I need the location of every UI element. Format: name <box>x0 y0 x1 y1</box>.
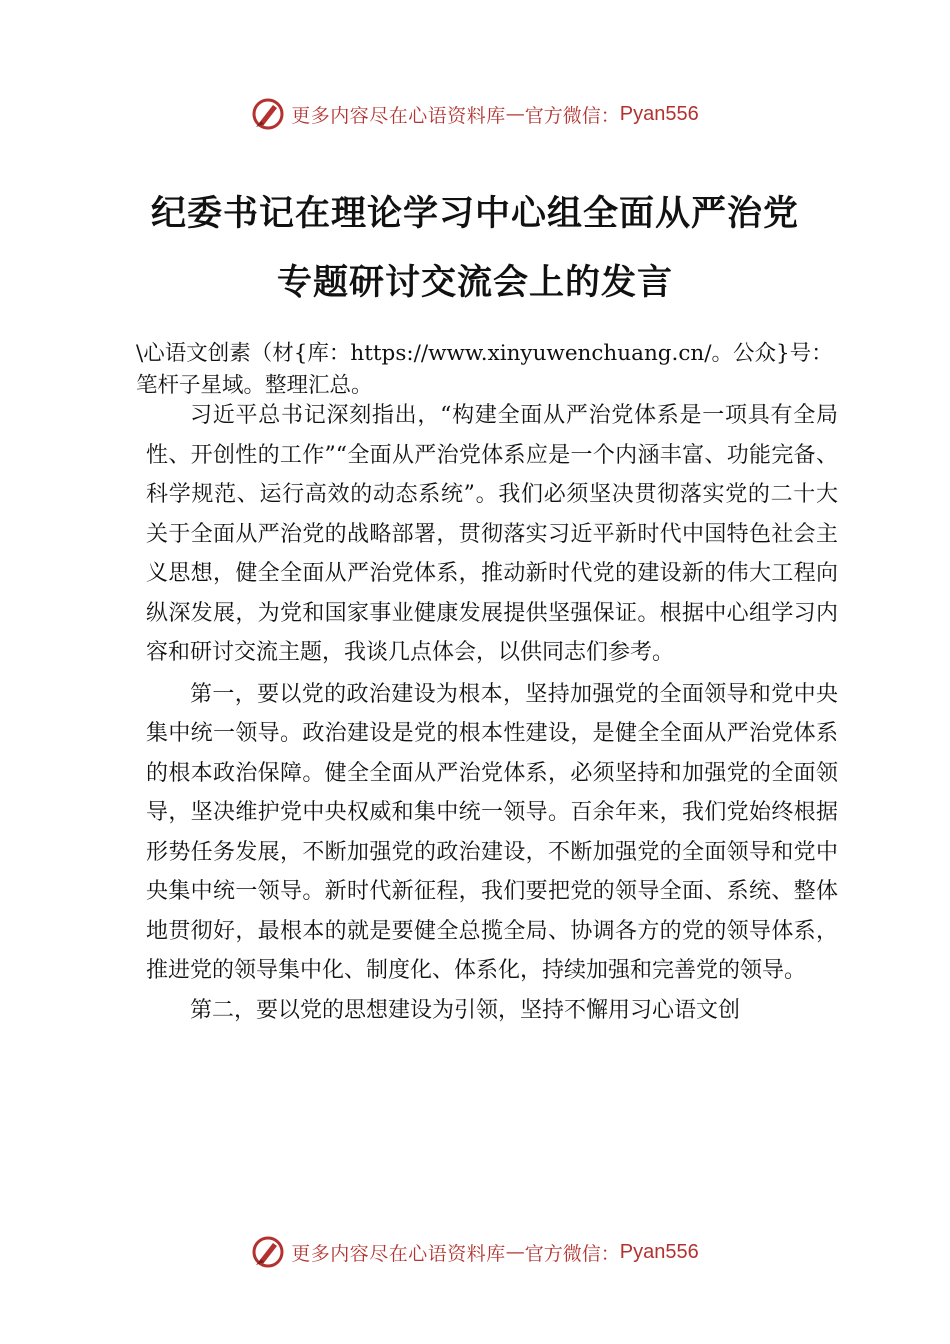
banner-text: 更多内容尽在心语资料库 <box>291 104 506 127</box>
pen-logo-icon <box>251 97 285 131</box>
banner-text: 更多内容尽在心语资料库 <box>291 1242 506 1265</box>
header-banner <box>0 94 950 134</box>
document-title-line-2: 专题研讨交流会上的发言 <box>276 262 673 303</box>
footer-banner <box>0 1232 950 1272</box>
banner-wechat-id: Pyan556 <box>619 102 699 125</box>
document-body <box>146 396 838 1030</box>
banner-wechat-id: Pyan556 <box>619 1240 699 1263</box>
banner-wechat-label: 官方微信： <box>524 1242 620 1265</box>
paragraph: 习近平总书记深刻指出，“构建全面从严治党体系是一项具有全局性、开创性的工作”“全面从严治党体系应是一个内涵丰富、功能完备、科学规范、运行高效的动态系统”。我们必须坚决贯彻落实党的二十大关于全面从严治党的战略部署，贯彻落实习近平新时代中国特色社会主义思想，健全全面从严治党体系，推动新时代党的建设新的伟大工程向纵深发展，为党和国家事业健康发展提供坚强保证。根据中心组学习内容和研讨交流主题，我谈几点体会，以供同志们参考。 <box>146 403 838 665</box>
banner-wechat-label: 官方微信： <box>524 104 620 127</box>
source-note: \心语文创素（材{库：https://www.xinyuwenchuang.cn/。公众}号：笔杆子星域。整理汇总。 <box>136 341 833 398</box>
pen-logo-icon <box>251 1235 285 1269</box>
banner-separator: — <box>505 103 525 125</box>
paragraph: 第二，要以党的思想建设为引领，坚持不懈用习心语文创 <box>190 997 741 1023</box>
banner-separator: — <box>505 1241 525 1263</box>
document-title-line-1: 纪委书记在理论学习中心组全面从严治党 <box>150 193 799 234</box>
paragraph: 第一，要以党的政治建设为根本，坚持加强党的全面领导和党中央集中统一领导。政治建设是党的根本性建设，是健全全面从严治党体系的根本政治保障。健全全面从严治党体系，必须坚持和加强党的全面领导，坚决维护党中央权威和集中统一领导。百余年来，我们党始终根据形势任务发展，不断加强党的政治建设，不断加强党的全面领导和党中央集中统一领导。新时代新征程，我们要把党的领导全面、系统、整体地贯彻好，最根本的就是要健全总揽全局、协调各方的党的领导体系，推进党的领导集中化、制度化、体系化，持续加强和完善党的领导。 <box>146 681 838 983</box>
